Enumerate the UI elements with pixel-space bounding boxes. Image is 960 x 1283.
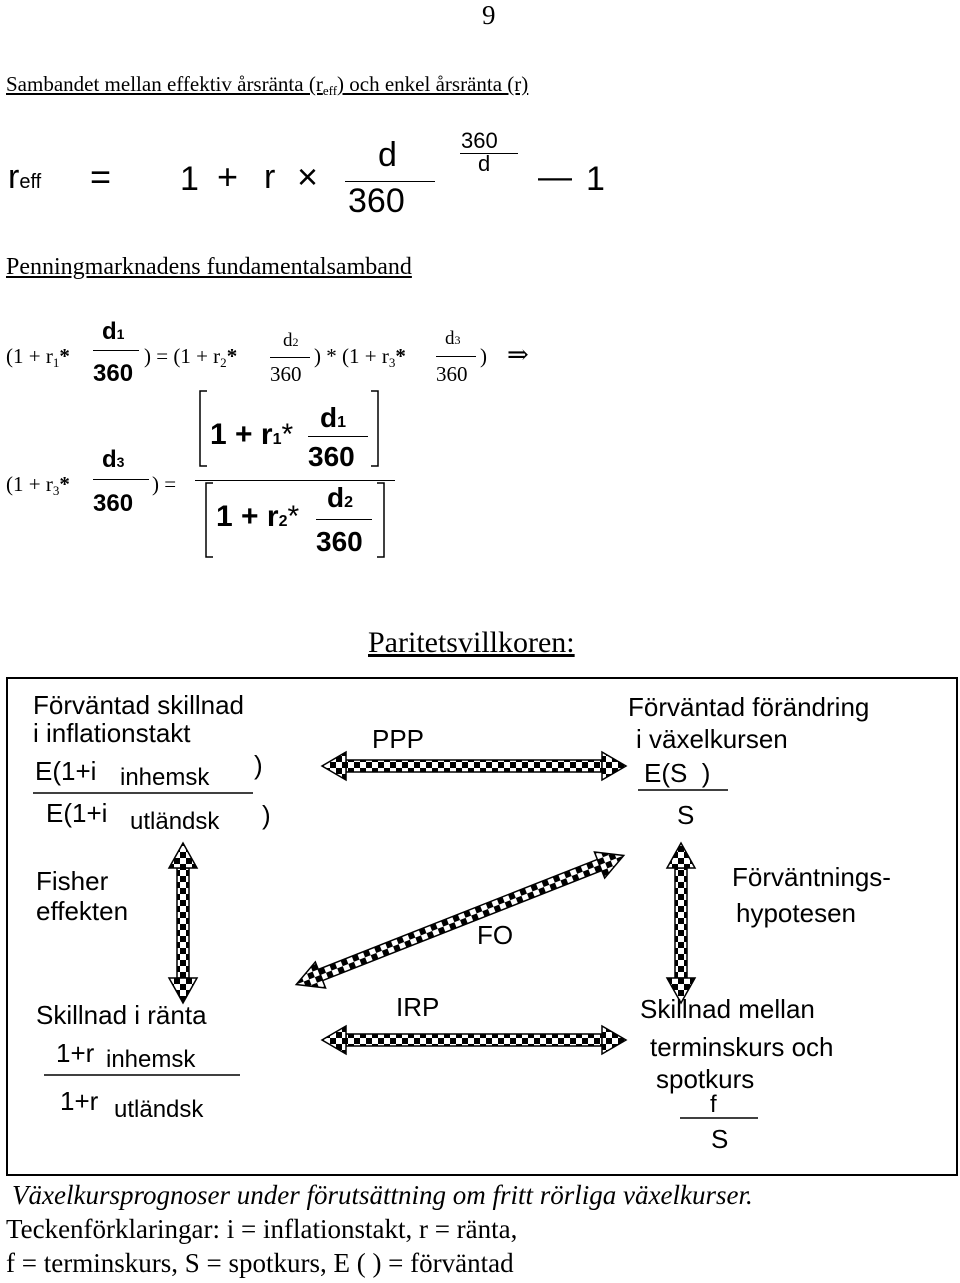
fo-arrow-icon	[291, 842, 629, 997]
inflation-den-c: )	[262, 800, 271, 830]
page-number: 9	[482, 0, 496, 30]
formula-one: 1	[180, 160, 199, 198]
interest-num-b: inhemsk	[106, 1046, 196, 1073]
irp-label: IRP	[396, 992, 440, 1022]
fo-label: FO	[477, 920, 514, 950]
eq2-left: ($1 + r_3*$	[6, 472, 70, 498]
expectations-arrow-icon	[667, 843, 695, 1003]
formula-exp-num: 360	[461, 128, 498, 153]
formula-num: d	[378, 136, 397, 174]
forward-line2: terminskurs och	[650, 1032, 834, 1062]
ppp-label: PPP	[372, 724, 425, 754]
inflation-den-b: utländsk	[130, 808, 220, 835]
title-post: ) och enkel årsränta (r)	[337, 72, 529, 96]
eq2-bot-bracket-right	[377, 483, 384, 557]
interest-num-a: 1+r	[56, 1038, 95, 1068]
eq2-bot-num: d2	[327, 482, 354, 513]
title-sub: eff	[322, 82, 338, 98]
formula-equals: =	[90, 156, 112, 197]
inflation-line2: i inflationstakt	[33, 718, 191, 748]
eq2-top-expr: 1 + r1*	[210, 418, 294, 451]
eq2-top-bracket-right	[371, 391, 378, 466]
exchange-line1: Förväntad förändring	[628, 692, 870, 722]
eq2-top-num: d1	[320, 402, 347, 433]
eq1-b-num: d2	[283, 330, 299, 351]
fisher-arrow-icon	[169, 843, 197, 1003]
exchange-den: S	[677, 800, 695, 830]
inflation-num-a: E(1+i	[35, 756, 97, 786]
interest-title: Skillnad i ränta	[36, 1000, 207, 1030]
formula-r: r	[264, 158, 276, 196]
inflation-den-a: E(1+i	[46, 798, 108, 828]
exchange-num: E(S )	[644, 758, 711, 788]
eq2-top-den: 360	[308, 441, 355, 472]
eq1-close: )	[480, 344, 487, 368]
eq1-c-num: d3	[445, 328, 461, 349]
eq2-left-den: 360	[93, 490, 134, 517]
implies-arrow-icon: ⇒	[507, 340, 529, 369]
fisher-line1: Fisher	[36, 866, 109, 896]
forward-den: S	[711, 1124, 729, 1154]
eq2-bot-expr: 1 + r2*	[216, 500, 300, 533]
eq2-left-num: d3	[102, 446, 125, 473]
eq1-a-num: d1	[102, 318, 125, 345]
forward-line3: spotkurs	[656, 1064, 755, 1094]
forward-num: f	[710, 1091, 717, 1118]
formula-den: 360	[348, 182, 405, 220]
eq1-part-c: ) * ($1 + r_3*$	[314, 344, 406, 370]
eq1-part-b: ) = ($1 + r_2*$	[144, 344, 238, 370]
formula-exp-den: d	[478, 151, 491, 176]
forward-line1: Skillnad mellan	[640, 994, 815, 1024]
formula-times: ×	[297, 156, 319, 197]
inflation-num-c: )	[254, 750, 263, 780]
footer-line3: f = terminskurs, S = spotkurs, E ( ) = förväntad	[6, 1248, 514, 1278]
irp-arrow-icon	[322, 1026, 626, 1054]
parity-title: Paritetsvillkoren:	[368, 626, 575, 659]
eq1-part-a: ($1 + r_1*$	[6, 344, 70, 370]
eq2-equals: ) =	[152, 472, 177, 496]
eq2-top-bracket-left	[200, 391, 207, 466]
eq1-c-den: 360	[436, 362, 468, 386]
interest-den-a: 1+r	[60, 1086, 99, 1116]
eq2-bot-bracket-left	[206, 483, 213, 557]
fisher-line2: effekten	[36, 896, 129, 926]
expectations-line1: Förväntnings-	[732, 862, 891, 892]
expectations-line2: hypotesen	[736, 898, 856, 928]
ppp-arrow-icon	[322, 752, 626, 780]
footer-line1: Växelkursprognoser under förutsättning om fritt rörliga växelkurser.	[12, 1180, 753, 1210]
eq1-b-den: 360	[270, 362, 302, 386]
interest-den-b: utländsk	[114, 1096, 204, 1123]
eq1-a-den: 360	[93, 360, 134, 387]
formula-minus-one: 1	[586, 160, 605, 198]
inflation-num-b: inhemsk	[120, 764, 210, 791]
section-title-fundamental: Penningmarknadens fundamentalsamband	[6, 254, 412, 280]
inflation-line1: Förväntad skillnad	[33, 690, 244, 720]
footer-line2: Teckenförklaringar: i = inflationstakt, r = ränta,	[6, 1214, 518, 1244]
formula-minus: —	[538, 158, 572, 196]
eq2-bot-den: 360	[316, 526, 363, 557]
formula-plus: +	[217, 156, 239, 197]
eq2-brackets	[200, 391, 384, 557]
formula-lhs: reff	[8, 158, 42, 196]
exchange-line2: i växelkursen	[636, 724, 788, 754]
title-pre: Sambandet mellan effektiv årsränta (r	[6, 72, 323, 96]
